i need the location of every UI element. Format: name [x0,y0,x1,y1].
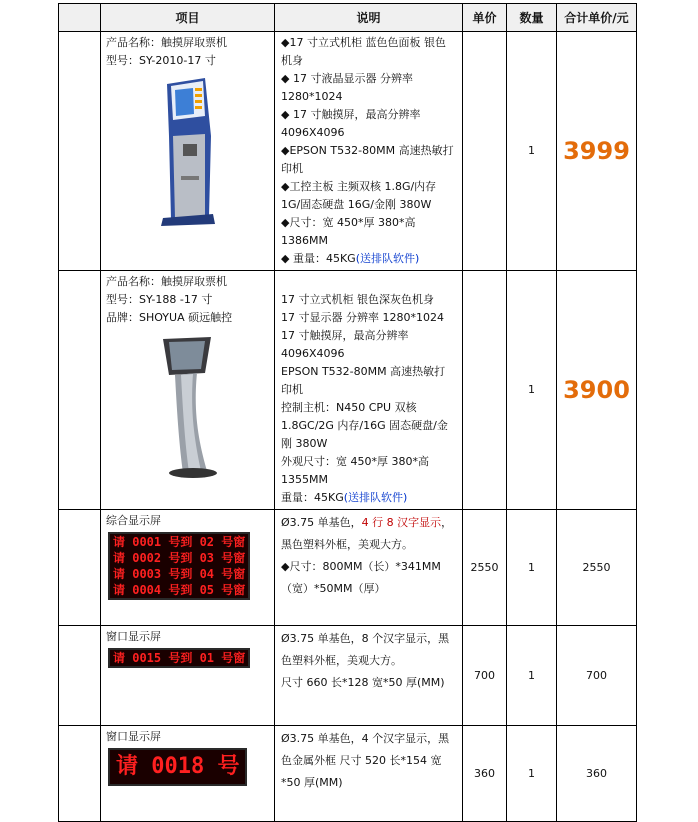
led-line: 请 0004 号到 05 号窗 [113,583,246,597]
item-cell [101,626,275,726]
desc-link[interactable]: (送排队软件) [355,252,420,265]
desc-line: 外观尺寸：宽 450*厚 380*高 1355MM [281,455,429,486]
desc-cell [275,32,463,271]
item-name: 产品名称：触摸屏取票机 [106,36,227,49]
quote-table [58,3,637,822]
total-price: 360 [557,726,637,822]
led-display-big [108,748,247,786]
unit-price: 700 [463,626,507,726]
desc-cell [275,726,463,822]
table-row [59,510,637,626]
desc-line: ◆17 寸立式机柜 蓝色色面板 银色机身 [281,36,446,67]
header-item: 项目 [101,4,275,32]
qty: 1 [507,32,557,271]
table-row [59,271,637,510]
desc-line: Ø3.75 单基色，4 个汉字显示，黑色金属外框 尺寸 520 长*154 宽*50 厚(MM) [281,732,450,789]
item-title: 窗口显示屏 [106,630,161,643]
unit-price [463,271,507,510]
led-line: 请 0003 号到 04 号窗 [113,567,246,581]
item-cell [101,726,275,822]
qty: 1 [507,510,557,626]
desc-link[interactable]: (送排队软件) [343,491,408,504]
unit-price [463,32,507,271]
desc-line: 17 寸显示器 分辨率 1280*1024 [281,311,444,324]
desc-cell [275,510,463,626]
header-qty: 数量 [507,4,557,32]
desc-line: 17 寸触摸屏，最高分辨率 4096X4096 [281,329,409,360]
desc-line: ◆EPSON T532-80MM 高速热敏打印机 [281,144,454,175]
desc-line: 尺寸 660 长*128 宽*50 厚(MM) [281,676,445,689]
desc-line: EPSON T532-80MM 高速热敏打印机 [281,365,446,396]
desc-line: 17 寸立式机柜 银色深灰色机身 [281,293,434,306]
item-cell [101,271,275,510]
desc-line: Ø3.75 单基色，4 行 8 汉字显示，黑色塑料外框，美观大方。 [281,516,453,551]
led-display-1line [108,648,250,668]
desc-line: ◆尺寸：800MM（长）*341MM（宽）*50MM（厚） [281,560,441,595]
table-row [59,626,637,726]
table-row [59,32,637,271]
desc-line: ◆工控主板 主频双核 1.8G/内存 1G/固态硬盘 16G/金刚 380W [281,180,437,211]
qty: 1 [507,271,557,510]
led-display-4line [108,532,250,600]
header-total: 合计单价/元 [557,4,637,32]
table-row [59,726,637,822]
item-model: 型号：SY-188 -17 寸 [106,293,213,306]
item-cell [101,32,275,271]
item-brand: 品牌：SHOYUA 硕远触控 [106,311,233,324]
desc-line: ◆尺寸：宽 450*厚 380*高 1386MM [281,216,416,247]
desc-highlight: 4 行 8 汉字显示 [361,516,442,529]
kiosk-blue-image [153,76,223,226]
kiosk-silver-image [153,333,223,481]
header-blank [59,4,101,32]
item-model: 型号：SY-2010-17 寸 [106,54,216,67]
desc-line: 重量：45KG(送排队软件) [281,491,408,504]
item-cell [101,510,275,626]
led-line: 请 0018 号 [116,754,240,779]
unit-price: 360 [463,726,507,822]
desc-line: ◆ 17 寸液晶显示器 分辨率 1280*1024 [281,72,413,103]
total-price: 2550 [557,510,637,626]
led-line: 请 0015 号到 01 号窗 [113,651,246,665]
item-title: 窗口显示屏 [106,730,161,743]
header-unit-price: 单价 [463,4,507,32]
desc-line: Ø3.75 单基色，8 个汉字显示，黑色塑料外框，美观大方。 [281,632,450,667]
header-desc: 说明 [275,4,463,32]
qty: 1 [507,726,557,822]
header-row [59,4,637,32]
item-name: 产品名称：触摸屏取票机 [106,275,227,288]
item-title: 综合显示屏 [106,514,161,527]
total-price: 3900 [557,271,637,510]
led-line: 请 0001 号到 02 号窗 [113,535,246,549]
total-price: 700 [557,626,637,726]
desc-cell [275,626,463,726]
desc-cell [275,271,463,510]
total-price: 3999 [557,32,637,271]
unit-price: 2550 [463,510,507,626]
qty: 1 [507,626,557,726]
desc-line: ◆ 重量：45KG(送排队软件) [281,252,420,265]
desc-line: 控制主机：N450 CPU 双核 1.8GC/2G 内存/16G 固态硬盘/金刚 380W [281,401,448,450]
led-line: 请 0002 号到 03 号窗 [113,551,246,565]
desc-line: ◆ 17 寸触摸屏，最高分辨率 4096X4096 [281,108,421,139]
